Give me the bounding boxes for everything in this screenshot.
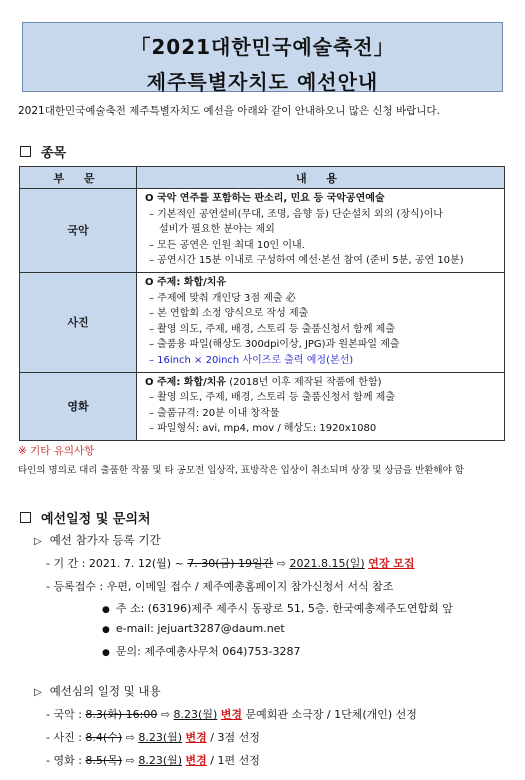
schedule-row: - 국악 : 8.3(화) 16:00 ⇨ 8.23(월) 변경 문예회관 소극장 / 1단체(개인) 선정 bbox=[46, 708, 417, 721]
title-banner bbox=[22, 22, 503, 92]
schedule-heading: ▷ 예선심의 일정 및 내용 bbox=[34, 684, 161, 698]
list-item: – 출품용 파일(해상도 300dpi이상, JPG)과 원본파일 제출 bbox=[149, 339, 400, 351]
email-line: ● e-mail: jejuart3287@daum.net bbox=[102, 622, 285, 635]
list-item: – 모든 공연은 인원 최대 10인 이내. bbox=[149, 239, 305, 251]
category-name: 사진 bbox=[20, 272, 137, 372]
new-date: 2021.8.15(일) bbox=[289, 557, 365, 570]
arrow-right-icon: ⇨ bbox=[276, 557, 286, 570]
change-tag: 변경 bbox=[220, 708, 243, 721]
intro-text: 2021대한민국예술축전 제주특별자치도 예선을 아래와 같이 안내하오니 많은 신청 바랍니다. bbox=[18, 105, 440, 117]
schedule-row: - 사진 : 8.4(수) ⇨ 8.23(월) 변경 / 3점 선정 bbox=[46, 731, 260, 744]
old-date: 8.5(목) bbox=[85, 754, 123, 767]
registration-heading: ▷ 예선 참가자 등록 기간 bbox=[34, 533, 161, 547]
new-date: 8.23(월) bbox=[138, 731, 183, 744]
note-title: ※ 기타 유의사항 bbox=[18, 445, 95, 457]
arrow-right-icon: ⇨ bbox=[125, 731, 135, 744]
list-item: – 촬영 의도, 주제, 배경, 스토리 등 출품신청서 함께 제출 bbox=[149, 392, 396, 404]
list-item: – 16inch × 20inch 사이즈로 출력 예정(본선) bbox=[149, 354, 354, 366]
table-row bbox=[20, 272, 505, 372]
category-name: 영화 bbox=[20, 372, 137, 440]
change-tag: 변경 bbox=[185, 731, 207, 744]
category-name: 국악 bbox=[20, 189, 137, 273]
change-tag: 변경 bbox=[185, 754, 207, 767]
triangle-bullet-icon: ▷ bbox=[34, 536, 42, 547]
old-date: 7. 30(금) 19일간 bbox=[187, 557, 274, 570]
schedule-row: - 영화 : 8.5(목) ⇨ 8.23(월) 변경 / 1편 선정 bbox=[46, 754, 260, 767]
category-content bbox=[137, 189, 505, 273]
address-line: ● 주 소: (63196)제주 제주시 동광로 51, 5층. 한국예총제주도연합회 앞 bbox=[102, 602, 453, 615]
category-table bbox=[19, 166, 505, 441]
table-header-row bbox=[20, 167, 505, 189]
bullet-dot-icon: ● bbox=[102, 648, 110, 658]
row-headline: O 주제: 화합/치유 bbox=[145, 276, 227, 288]
registration-period: - 기 간 : 2021. 7. 12(월) ~ 7. 30(금) 19일간 ⇨ 2021.8.15(일) 연장 모집 bbox=[46, 557, 415, 570]
section-title: 예선일정 및 문의처 bbox=[41, 512, 151, 527]
list-item: – 기본적인 공연설비(무대, 조명, 음향 등) 단순설치 외의 (장식)이나 bbox=[149, 208, 443, 220]
new-date: 8.23(월) bbox=[173, 708, 218, 721]
section-title: 종목 bbox=[41, 146, 67, 161]
column-header-content: 내 용 bbox=[137, 167, 505, 189]
title-line-1: 「2021대한민국예술축전」 bbox=[130, 35, 395, 59]
bullet-dot-icon: ● bbox=[102, 605, 110, 615]
list-item: – 본 연합회 소정 양식으로 작성 제출 bbox=[149, 308, 309, 320]
old-date: 8.3(화) 16:00 bbox=[85, 708, 158, 721]
list-item: – 공연시간 15분 이내로 구성하여 예선·본선 참여 (준비 5분, 공연 10분) bbox=[149, 255, 464, 267]
checkbox-square-icon bbox=[20, 146, 31, 157]
registration-method: - 등록접수 : 우편, 이메일 접수 / 제주예총홈페이지 참가신청서 서식 참조 bbox=[46, 580, 394, 593]
old-date: 8.4(수) bbox=[85, 731, 123, 744]
row-headline: O 국악 연주를 포함하는 판소리, 민요 등 국악공연예술 bbox=[145, 193, 385, 204]
note-text: 타인의 명의로 대리 출품한 작품 및 타 공모전 입상작, 표방작은 입상이 취소되며 상장 및 상금을 반환해야 함 bbox=[18, 465, 464, 476]
table-row bbox=[20, 372, 505, 440]
list-item: – 촬영 의도, 주제, 배경, 스토리 등 출품신청서 함께 제출 bbox=[149, 323, 396, 335]
new-date: 8.23(월) bbox=[138, 754, 183, 767]
category-content bbox=[137, 272, 505, 372]
table-row bbox=[20, 189, 505, 273]
extension-tag: 연장 모집 bbox=[368, 557, 415, 570]
arrow-right-icon: ⇨ bbox=[125, 754, 135, 767]
triangle-bullet-icon: ▷ bbox=[34, 687, 42, 698]
section-heading-categories bbox=[20, 142, 66, 161]
list-item: – 주제에 맞춰 개인당 3점 제출 必 bbox=[149, 292, 296, 304]
arrow-right-icon: ⇨ bbox=[160, 708, 171, 721]
title-line-2: 제주특별자치도 예선안내 bbox=[146, 70, 379, 94]
contact-line: ● 문의: 제주예총사무처 064)753-3287 bbox=[102, 645, 301, 658]
list-item: – 파일형식: avi, mp4, mov / 해상도: 1920x1080 bbox=[149, 423, 377, 435]
section-heading-schedule bbox=[20, 508, 151, 527]
checkbox-square-icon bbox=[20, 512, 31, 523]
column-header-category: 부 문 bbox=[20, 167, 137, 189]
category-content bbox=[137, 372, 505, 440]
list-item: – 출품규격: 20분 이내 창작물 bbox=[149, 407, 280, 419]
list-item: 설비가 필요한 분야는 제외 bbox=[159, 224, 275, 236]
bullet-dot-icon: ● bbox=[102, 625, 110, 635]
row-headline: O 주제: 화합/치유 (2018년 이후 제작된 작품에 한함) bbox=[145, 376, 382, 388]
